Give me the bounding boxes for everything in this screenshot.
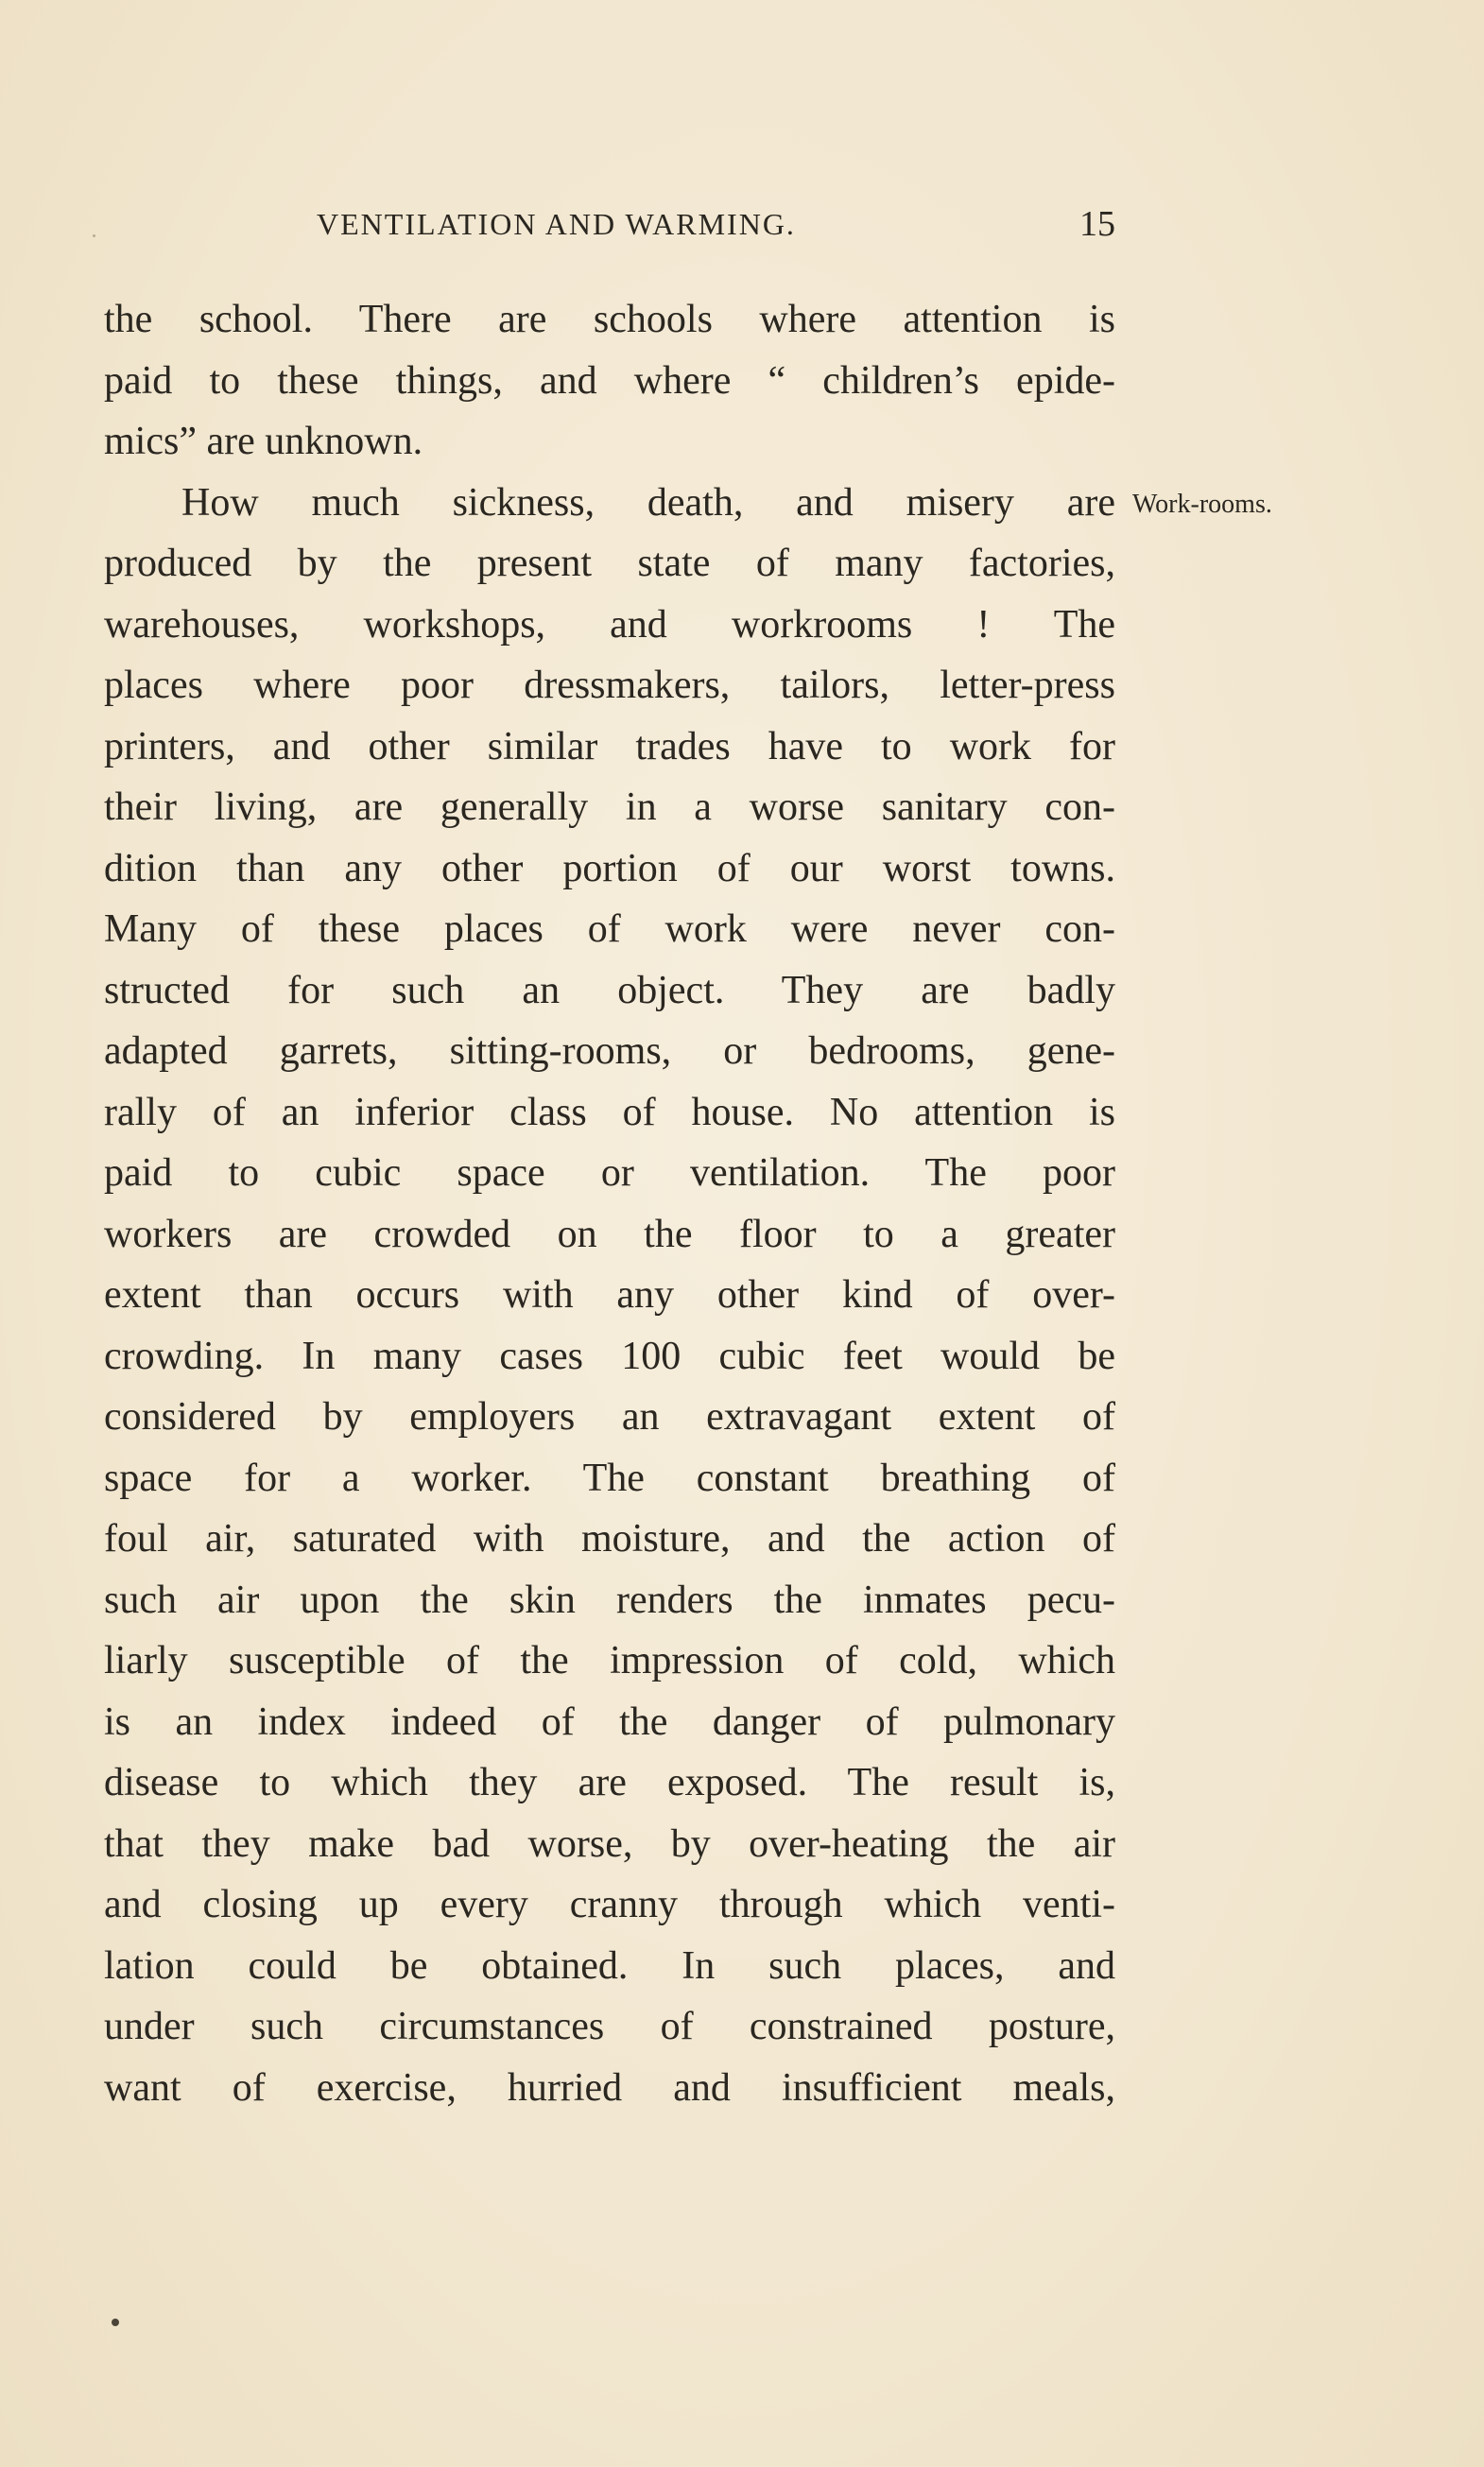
text-line: adapted garrets, sitting-rooms, or bedrooms, gene- <box>104 1029 1115 1073</box>
running-title: VENTILATION AND WARMING. <box>317 207 796 241</box>
text-line: paid to cubic space or ventilation. The poor <box>104 1151 1115 1195</box>
text-line: under such circumstances of constrained posture, <box>104 2005 1115 2048</box>
text-line: such air upon the skin renders the inmates pecu- <box>104 1578 1115 1622</box>
text-line: their living, are generally in a worse sanitary con- <box>104 785 1115 829</box>
text-line: dition than any other portion of our worst towns. <box>104 846 1115 890</box>
text-line: is an index indeed of the danger of pulmonary <box>104 1699 1115 1744</box>
text-line: liarly susceptible of the impression of cold, which <box>104 1639 1115 1682</box>
text-line: the school. There are schools where attention is <box>104 298 1115 341</box>
text-line: workers are crowded on the floor to a greater <box>104 1212 1115 1256</box>
text-line: lation could be obtained. In such places, and <box>104 1943 1115 1988</box>
text-line: paid to these things, and where “ children’s epide- <box>104 358 1115 403</box>
text-line: Many of these places of work were never con- <box>104 907 1115 951</box>
text-line: and closing up every cranny through which venti- <box>104 1883 1115 1926</box>
body-text <box>104 289 1115 2118</box>
margin-note: Work-rooms. <box>1132 490 1272 519</box>
text-line: that they make bad worse, by over-heating the air <box>104 1821 1115 1866</box>
text-line: want of exercise, hurried and insufficient meals, <box>104 2065 1115 2110</box>
text-line: foul air, saturated with moisture, and the action of <box>104 1517 1115 1561</box>
running-head <box>104 200 1115 248</box>
text-line: produced by the present state of many factories, <box>104 542 1115 585</box>
text-line: places where poor dressmakers, tailors, letter-press <box>104 664 1115 707</box>
text-line: printers, and other similar trades have to work for <box>104 724 1115 768</box>
text-line: structed for such an object. They are badly <box>104 968 1115 1012</box>
ink-speck <box>112 2319 119 2326</box>
page-number: 15 <box>1079 204 1115 244</box>
text-line: mics” are unknown. <box>104 420 423 463</box>
text-line: extent than occurs with any other kind of over- <box>104 1273 1115 1317</box>
text-line: rally of an inferior class of house. No attention is <box>104 1090 1115 1134</box>
text-line: How much sickness, death, and misery are <box>181 480 1115 525</box>
text-line: considered by employers an extravagant extent of <box>104 1395 1115 1439</box>
text-line: disease to which they are exposed. The result is, <box>104 1761 1115 1804</box>
text-line: space for a worker. The constant breathing of <box>104 1456 1115 1500</box>
paper-speck <box>93 234 95 237</box>
text-line: crowding. In many cases 100 cubic feet would be <box>104 1334 1115 1378</box>
text-line: warehouses, workshops, and workrooms ! The <box>104 602 1115 647</box>
